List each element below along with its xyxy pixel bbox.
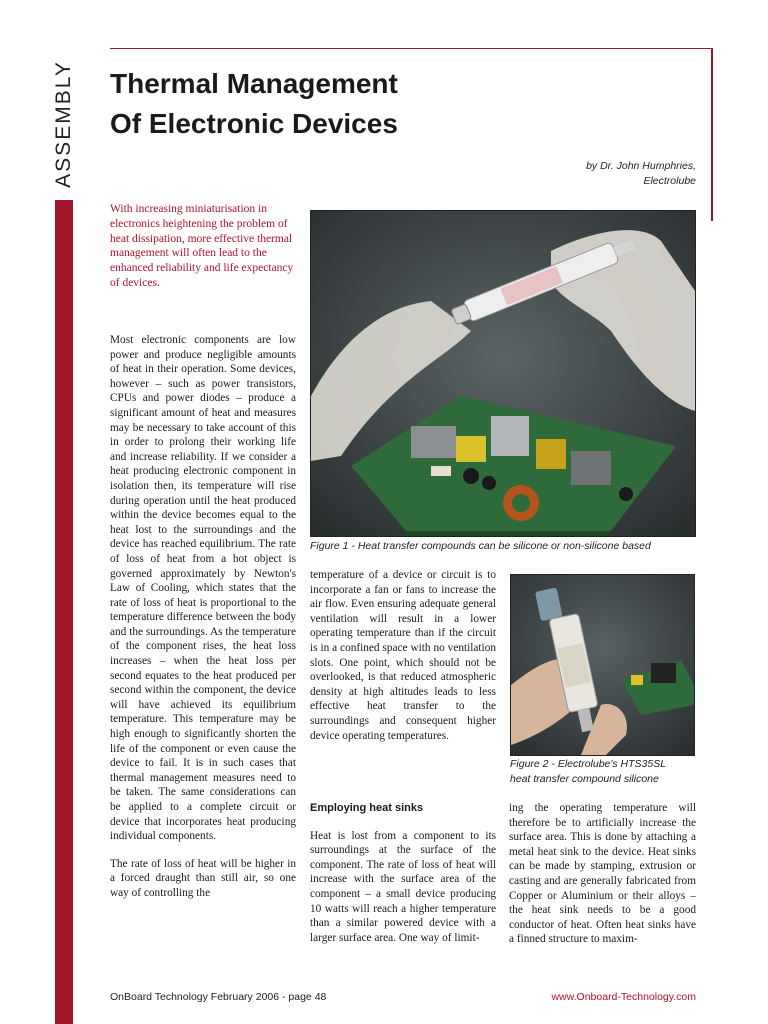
body-column-2	[310, 568, 496, 756]
body-paragraph: The rate of loss of heat will be higher in a forced draught than still air, so one way of controlling the	[110, 857, 296, 899]
section-label	[47, 46, 81, 201]
figure-1-caption: Figure 1 - Heat transfer compounds can be silicone or non-silicone based	[310, 540, 651, 552]
body-paragraph: Heat is lost from a component to its surroundings at the surface of the component. The rate of loss of heat will increase with the surface area of the component – a small device producing 10 watts will reach a higher temperature than a similar powered device with a larger surface area. One way of limit-	[310, 829, 496, 944]
body-paragraph: temperature of a device or circuit is to incorporate a fan or fans to increase the air flow. Even ensuring adequate general ventilation will result in a lower operating temperature than if the circuit is in a confined space with no ventilation slots. One point, which should not be overlooked, is that reduced atmospheric density at high altitudes leads to less effective heat transfer to the surroundings and consequent higher device operating temperatures.	[310, 569, 496, 742]
footer-website-link[interactable]: www.Onboard-Technology.com	[551, 991, 696, 1003]
footer-issue-page: OnBoard Technology February 2006 - page 48	[110, 991, 327, 1003]
body-column-1	[110, 333, 296, 914]
figure-2-caption-line-1: Figure 2 - Electrolube's HTS35SL	[510, 758, 667, 770]
body-paragraph: Most electronic components are low power and produce negligible amounts of heat in their operation. Some devices, however – such as power transistors, CPUs and power diodes – produce a significant amount of heat and measures may be necessary to take account of this in order to prolong their working life and increase reliability. If we consider a heat producing electronic component in isolation then, its temperature will rise during operation until the heat produced within the device becomes equal to the heat lost to the surroundings and the device has reached equilibrium. The rate of loss of heat from a hot object is governed approximately by Newton's Law of Cooling, which states that the rate of loss of heat is proportional to the temperature difference between the body and the surroundings. As the temperature of the component rises, the heat loss increases – when the heat loss per second equates to the heat produced per second within the component, the device will have achieved its equilibrium temperature. This temperature may be high enough to significantly shorten the life of the component or even cause the device to fail. It is in such cases that thermal management measures need to be taken. The same considerations can be applied to a complete circuit or device that incorporates heat producing individual components.	[110, 334, 296, 843]
byline-author: by Dr. John Humphries,	[586, 160, 696, 172]
margin-accent-bar	[55, 200, 73, 1024]
body-paragraph: ing the operating temperature will therefore be to artificially increase the surface area. This is done by attaching a metal heat sink to the device. Heat sinks can be made by stamping, extrusion or casting and are generally fabricated from Copper or Aluminium or their alloys – the heat sink needs to be a good conductor of heat. Often heat sinks have a finned structure to maxim-	[509, 802, 696, 946]
subheading: Employing heat sinks	[310, 802, 424, 814]
figure-2-photo	[510, 574, 695, 756]
figure-2-caption-line-2: heat transfer compound silicone	[510, 772, 659, 785]
byline-company: Electrolube	[643, 175, 696, 187]
body-column-3	[310, 801, 496, 958]
hts35sl-syringe-image	[511, 575, 694, 755]
title-line-1: Thermal Management	[110, 68, 398, 99]
figure-2-caption	[510, 757, 696, 786]
article-title	[110, 64, 398, 144]
syringe-on-pcb-image	[311, 211, 695, 536]
intro-standfirst: With increasing miniaturisation in electronics heightening the problem of heat dissipation, more effective thermal management will often lead to the enhanced reliability and life expectancy of devices.	[110, 203, 294, 289]
figure-1-photo	[310, 210, 696, 537]
body-column-4	[509, 801, 696, 960]
right-rule	[711, 48, 713, 221]
top-rule	[110, 48, 712, 49]
byline	[586, 159, 696, 189]
title-line-2: Of Electronic Devices	[110, 108, 398, 139]
section-label-text: ASSEMBLY	[52, 59, 75, 188]
